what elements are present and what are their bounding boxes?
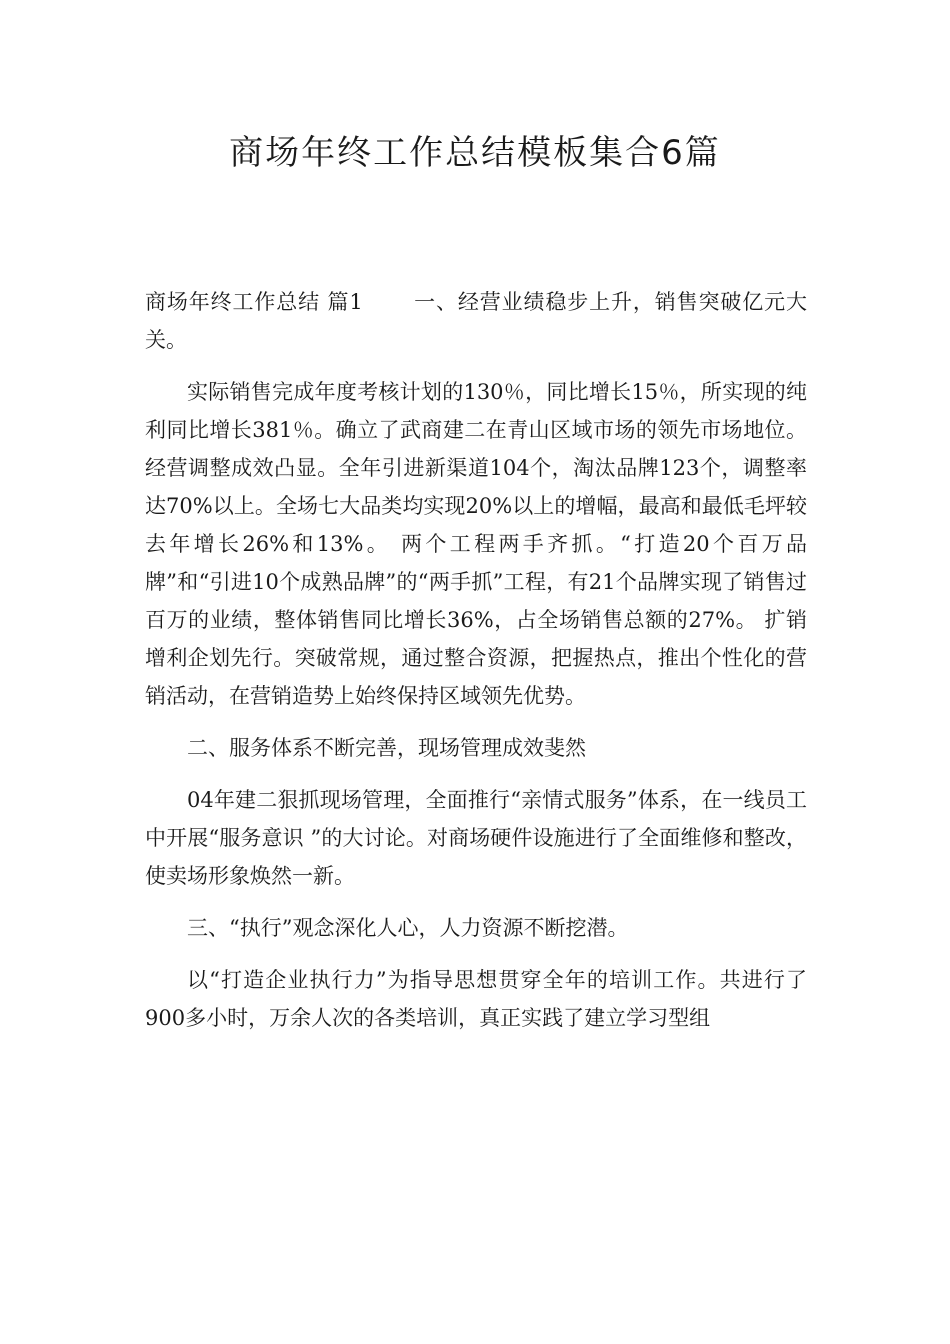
- paragraph-2: 实际销售完成年度考核计划的130％，同比增长15％，所实现的纯利同比增长381％。确立了武商建二在青山区域市场的领先市场地位。 经营调整成效凸显。全年引进新渠道104个，淘汰品牌123个，调整率达70%以上。全场七大品类均实现20%以上的增幅，最高和最低毛坪较去年增长26%和13%。 两个工程两手齐抓。“打造20个百万品牌”和“引进10个成熟品牌”的“两手抓”工程，有21个品牌实现了销售过百万的业绩，整体销售同比增长36%，占全场销售总额的27%。 扩销增利企划先行。突破常规，通过整合资源，把握热点，推出个性化的营销活动，在营销造势上始终保持区域领先优势。: [145, 380, 807, 708]
- paragraph-5: 三、“执行”观念深化人心，人力资源不断挖潜。: [187, 916, 629, 940]
- document-body: [145, 283, 807, 1051]
- paragraph-4: 04年建二狠抓现场管理，全面推行“亲情式服务”体系，在一线员工中开展“服务意识 ”的大讨论。对商场硬件设施进行了全面维修和整改，使卖场形象焕然一新。: [145, 788, 807, 888]
- paragraph-1: 商场年终工作总结 篇1 一、经营业绩稳步上升，销售突破亿元大关。: [145, 290, 807, 352]
- document-title: 商场年终工作总结模板集合6篇: [229, 133, 721, 173]
- paragraph-3: 二、服务体系不断完善，现场管理成效斐然: [187, 736, 586, 760]
- paragraph-6: 以“打造企业执行力”为指导思想贯穿全年的培训工作。共进行了900多小时，万余人次的各类培训，真正实践了建立学习型组: [145, 968, 807, 1030]
